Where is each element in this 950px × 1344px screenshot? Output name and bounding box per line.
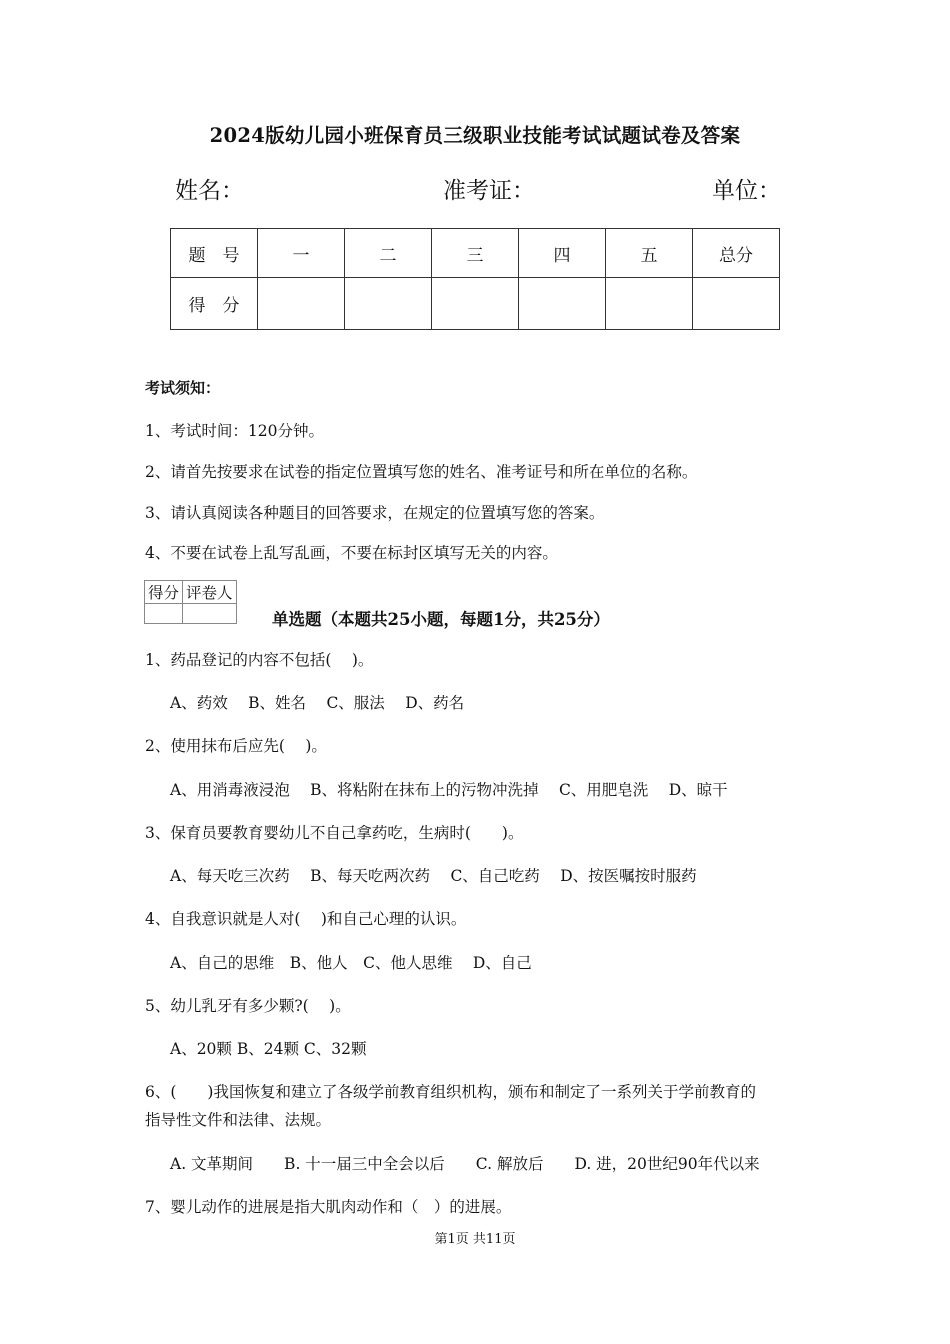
grader-box <box>144 580 237 624</box>
score-table-header-cell: 五 <box>606 229 693 278</box>
question-stem-continued: 指导性文件和法律、法规。 <box>145 1111 332 1129</box>
question-options: A、自己的思维 B、他人 C、他人思维 D、自己 <box>170 954 532 972</box>
score-table-score-row <box>171 278 780 330</box>
question-options: A、用消毒液浸泡 B、将粘附在抹布上的污物冲洗掉 C、用肥皂洗 D、晾干 <box>170 781 728 799</box>
question-options: A、每天吃三次药 B、每天吃两次药 C、自己吃药 D、按医嘱按时服药 <box>170 867 697 885</box>
notice-item: 4、不要在试卷上乱写乱画，不要在标封区填写无关的内容。 <box>145 544 558 562</box>
question-options: A. 文革期间 B. 十一届三中全会以后 C. 解放后 D. 进，20世纪90年代以来 <box>170 1155 760 1173</box>
question-stem: 1、药品登记的内容不包括( )。 <box>145 651 374 669</box>
grader-name-label: 评卷人 <box>183 581 237 604</box>
section-title: 单选题（本题共25小题，每题1分，共25分） <box>272 610 610 629</box>
page-footer: 第1页 共11页 <box>434 1232 516 1247</box>
score-row-label: 得 分 <box>171 278 258 330</box>
score-table-header-cell: 二 <box>345 229 432 278</box>
score-cell <box>519 278 606 330</box>
score-table-header-cell: 题 号 <box>171 229 258 278</box>
question-stem: 5、幼儿乳牙有多少颗?( )。 <box>145 997 351 1015</box>
question-stem: 3、保育员要教育婴幼儿不自己拿药吃，生病时( )。 <box>145 824 524 842</box>
question-stem: 2、使用抹布后应先( )。 <box>145 737 327 755</box>
name-label: 姓名： <box>175 178 244 204</box>
grader-score-cell <box>145 604 183 624</box>
question-options: A、药效 B、姓名 C、服法 D、药名 <box>170 694 465 712</box>
score-table-header-cell: 四 <box>519 229 606 278</box>
grader-score-label: 得分 <box>145 581 183 604</box>
notice-item: 1、考试时间：120分钟。 <box>145 422 324 440</box>
score-table-header-cell: 总分 <box>693 229 780 278</box>
notice-item: 2、请首先按要求在试卷的指定位置填写您的姓名、准考证号和所在单位的名称。 <box>145 463 698 481</box>
score-table <box>170 228 780 330</box>
score-cell <box>258 278 345 330</box>
score-table-header-row <box>171 229 780 278</box>
grader-name-cell <box>183 604 237 624</box>
score-table-header-cell: 一 <box>258 229 345 278</box>
notice-item: 3、请认真阅读各种题目的回答要求，在规定的位置填写您的答案。 <box>145 504 605 522</box>
score-cell <box>606 278 693 330</box>
question-stem: 4、自我意识就是人对( )和自己心理的认识。 <box>145 910 467 928</box>
page-title: 2024版幼儿园小班保育员三级职业技能考试试题试卷及答案 <box>209 124 741 147</box>
score-table-header-cell: 三 <box>432 229 519 278</box>
score-cell <box>432 278 519 330</box>
notice-heading: 考试须知： <box>145 379 221 397</box>
score-cell <box>345 278 432 330</box>
score-cell <box>693 278 780 330</box>
question-options: A、20颗 B、24颗 C、32颗 <box>170 1040 367 1058</box>
question-stem: 6、( )我国恢复和建立了各级学前教育组织机构，颁布和制定了一系列关于学前教育的 <box>145 1083 756 1101</box>
unit-label: 单位： <box>712 178 781 204</box>
exam-id-label: 准考证： <box>443 178 535 204</box>
question-stem: 7、婴儿动作的进展是指大肌肉动作和（ ）的进展。 <box>145 1198 512 1216</box>
